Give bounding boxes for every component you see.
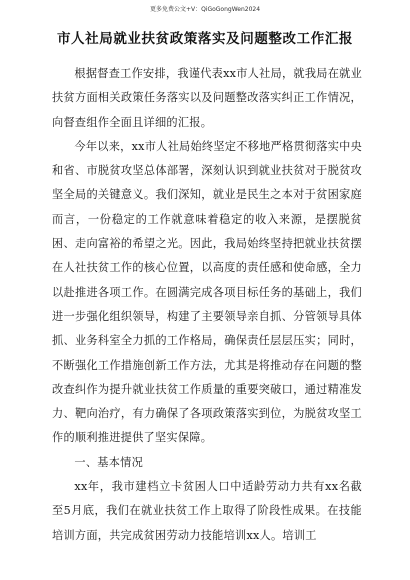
header-watermark-text: 更多免费公文+V：QiGoGongWen2024 [149,6,261,13]
section-heading-basic-situation: 一、基本情况 [74,455,144,469]
paragraph-basic-situation: xx年，我市建档立卡贫困人口中适龄劳动力共有xx名截至5月底，我们在就业扶贫工作上取得了阶段性成果。在技能培训方面，共完成贫困劳动力技能培训xx人。培训工 [52,480,362,542]
paragraph-intro: 根据督查工作安排，我谨代表xx市人社局，就我局在就业扶贫方面相关政策任务落实以及问题整改落实纠正工作情况，向督查组作全面且详细的汇报。 [52,67,363,129]
paragraph-overview: 今年以来，xx市人社局始终坚定不移地严格贯彻落实中央和省、市脱贫攻坚总体部署，深刻认识到就业扶贫对于脱贫攻坚全局的关键意义。我们深知，就业是民生之本对于贫困家庭而言，一份稳定的工作就意味着稳定的收入来源，是摆脱贫困、走向富裕的希望之光。因此，我局始终坚持把就业扶贫摆在人社扶贫工作的核心位置，以高度的责任感和使命感，全力以赴推进各项工作。在圆满完成各项目标任务的基础上，我们进一步强化组织领导，构建了主要领导亲自抓、分管领导具体抓、业务科室全力抓的工作格局，确保责任层层压实；同时，不断强化工作措施创新工作方法，尤其是将推动存在问题的整改查纠作为提升就业扶贫工作质量的重要突破口，通过精准发力、靶向治疗，有力确保了各项政策落实到位，为脱贫攻坚工作的顺利推进提供了坚实保障。 [52,139,363,445]
document-title: 市人社局就业扶贫政策落实及问题整改工作汇报 [56,31,354,47]
document-body [52,62,362,548]
